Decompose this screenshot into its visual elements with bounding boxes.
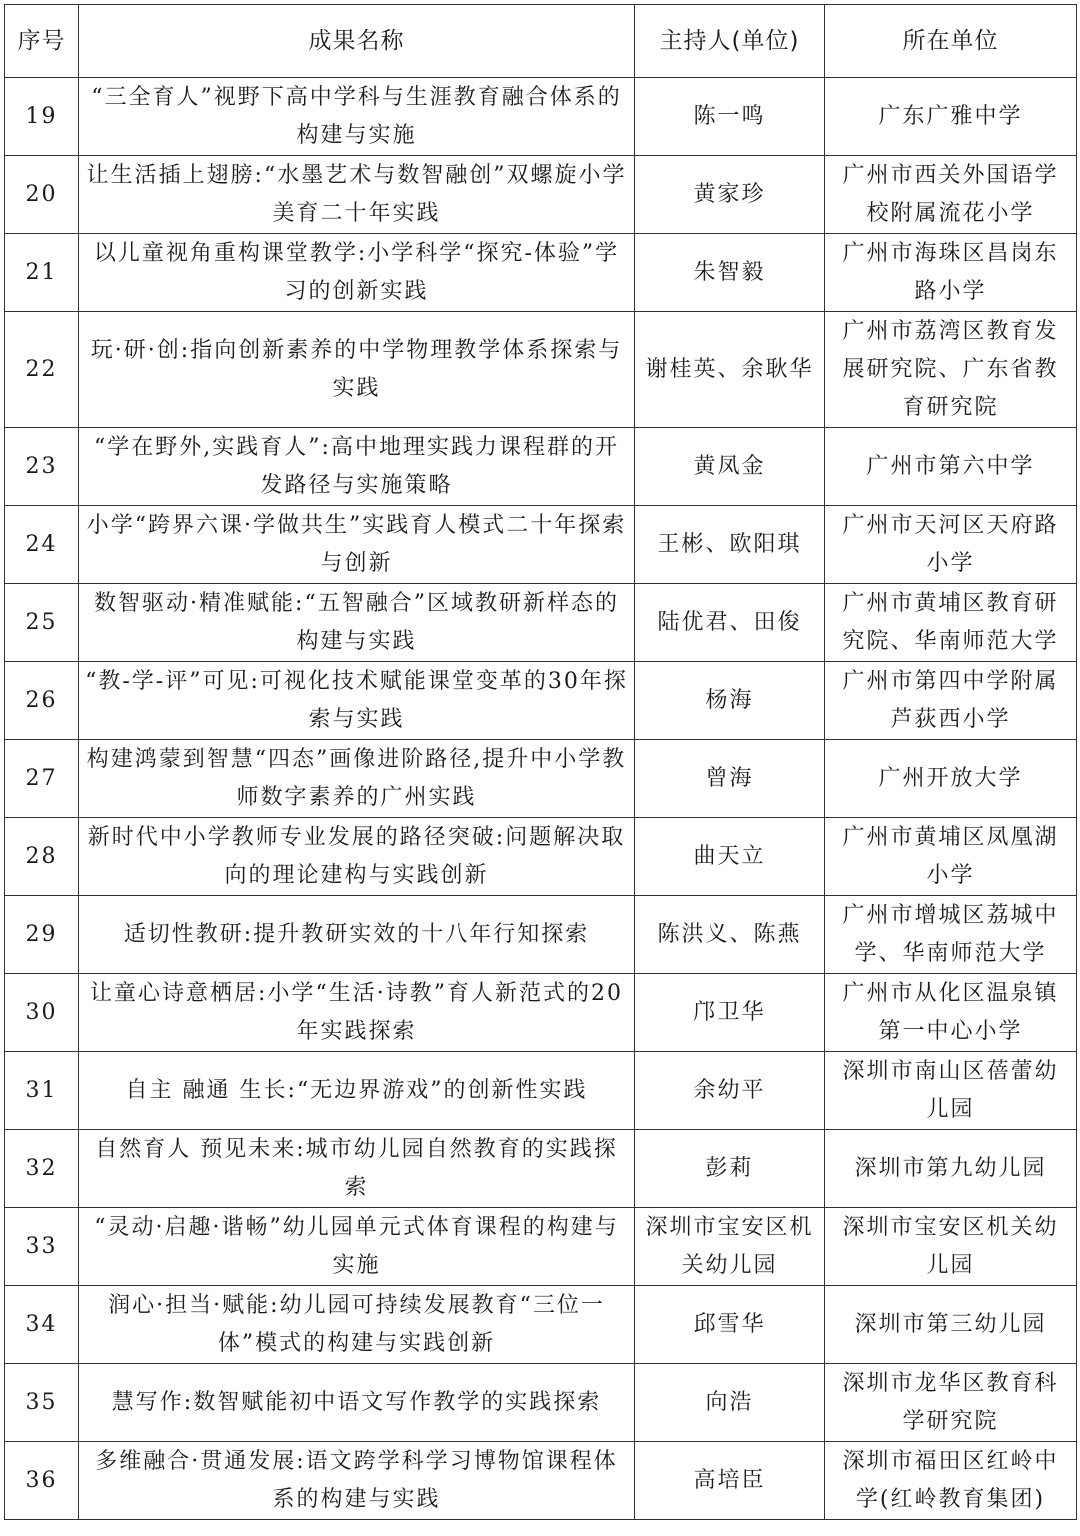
cell-no: 30: [5, 974, 79, 1052]
cell-title: 自然育人 预见未来:城市幼儿园自然教育的实践探索: [79, 1130, 635, 1208]
cell-unit: 深圳市龙华区教育科学研究院: [825, 1364, 1077, 1442]
cell-host: 邱雪华: [635, 1286, 825, 1364]
cell-unit: 广州市海珠区昌岗东路小学: [825, 234, 1077, 312]
table-row: [5, 584, 1077, 662]
cell-unit: 广州市西关外国语学校附属流花小学: [825, 156, 1077, 234]
cell-title: “灵动·启趣·谐畅”幼儿园单元式体育课程的构建与实施: [79, 1208, 635, 1286]
cell-unit: 深圳市南山区蓓蕾幼儿园: [825, 1052, 1077, 1130]
cell-host: 彭莉: [635, 1130, 825, 1208]
cell-title: 以儿童视角重构课堂教学:小学科学“探究-体验”学习的创新实践: [79, 234, 635, 312]
cell-unit: 广州市第六中学: [825, 428, 1077, 506]
cell-no: 31: [5, 1052, 79, 1130]
table-row: [5, 428, 1077, 506]
cell-no: 36: [5, 1442, 79, 1520]
cell-title: “三全育人”视野下高中学科与生涯教育融合体系的构建与实施: [79, 78, 635, 156]
cell-no: 35: [5, 1364, 79, 1442]
cell-host: 黄家珍: [635, 156, 825, 234]
cell-unit: 深圳市福田区红岭中学(红岭教育集团): [825, 1442, 1077, 1520]
cell-no: 27: [5, 740, 79, 818]
cell-unit: 深圳市第三幼儿园: [825, 1286, 1077, 1364]
cell-title: 构建鸿蒙到智慧“四态”画像进阶路径,提升中小学教师数字素养的广州实践: [79, 740, 635, 818]
cell-title: 自主 融通 生长:“无边界游戏”的创新性实践: [79, 1052, 635, 1130]
cell-unit: 广州开放大学: [825, 740, 1077, 818]
cell-no: 25: [5, 584, 79, 662]
cell-host: 杨海: [635, 662, 825, 740]
cell-host: 向浩: [635, 1364, 825, 1442]
header-title: 成果名称: [79, 5, 635, 78]
cell-host: 曲天立: [635, 818, 825, 896]
cell-no: 33: [5, 1208, 79, 1286]
cell-no: 34: [5, 1286, 79, 1364]
table-row: [5, 1130, 1077, 1208]
cell-title: 数智驱动·精准赋能:“五智融合”区域教研新样态的构建与实践: [79, 584, 635, 662]
cell-host: 余幼平: [635, 1052, 825, 1130]
cell-unit: 深圳市宝安区机关幼儿园: [825, 1208, 1077, 1286]
cell-title: 小学“跨界六课·学做共生”实践育人模式二十年探索与创新: [79, 506, 635, 584]
cell-host: 深圳市宝安区机关幼儿园: [635, 1208, 825, 1286]
cell-no: 22: [5, 312, 79, 428]
cell-title: 润心·担当·赋能:幼儿园可持续发展教育“三位一体”模式的构建与实践创新: [79, 1286, 635, 1364]
table-row: [5, 818, 1077, 896]
cell-no: 19: [5, 78, 79, 156]
cell-unit: 深圳市第九幼儿园: [825, 1130, 1077, 1208]
header-no: 序号: [5, 5, 79, 78]
results-table: [4, 4, 1077, 1520]
cell-host: 朱智毅: [635, 234, 825, 312]
cell-no: 24: [5, 506, 79, 584]
table-row: [5, 1286, 1077, 1364]
cell-unit: 广州市天河区天府路小学: [825, 506, 1077, 584]
cell-no: 21: [5, 234, 79, 312]
cell-host: 黄凤金: [635, 428, 825, 506]
cell-unit: 广州市荔湾区教育发展研究院、广东省教育研究院: [825, 312, 1077, 428]
cell-title: “教-学-评”可见:可视化技术赋能课堂变革的30年探索与实践: [79, 662, 635, 740]
cell-title: 让童心诗意栖居:小学“生活·诗教”育人新范式的20年实践探索: [79, 974, 635, 1052]
cell-no: 23: [5, 428, 79, 506]
header-unit: 所在单位: [825, 5, 1077, 78]
cell-host: 陆优君、田俊: [635, 584, 825, 662]
table-row: [5, 740, 1077, 818]
table-row: [5, 312, 1077, 428]
cell-host: 陈洪义、陈燕: [635, 896, 825, 974]
cell-host: 曾海: [635, 740, 825, 818]
cell-title: 让生活插上翅膀:“水墨艺术与数智融创”双螺旋小学美育二十年实践: [79, 156, 635, 234]
cell-no: 29: [5, 896, 79, 974]
table-row: [5, 974, 1077, 1052]
header-row: [5, 5, 1077, 78]
cell-host: 陈一鸣: [635, 78, 825, 156]
table-row: [5, 1052, 1077, 1130]
cell-unit: 广州市黄埔区凤凰湖小学: [825, 818, 1077, 896]
cell-host: 高培臣: [635, 1442, 825, 1520]
cell-unit: 广州市第四中学附属芦荻西小学: [825, 662, 1077, 740]
cell-title: 新时代中小学教师专业发展的路径突破:问题解决取向的理论建构与实践创新: [79, 818, 635, 896]
cell-host: 王彬、欧阳琪: [635, 506, 825, 584]
table-row: [5, 506, 1077, 584]
cell-title: “学在野外,实践育人”:高中地理实践力课程群的开发路径与实施策略: [79, 428, 635, 506]
cell-unit: 广州市增城区荔城中学、华南师范大学: [825, 896, 1077, 974]
cell-unit: 广东广雅中学: [825, 78, 1077, 156]
table-row: [5, 1364, 1077, 1442]
cell-no: 28: [5, 818, 79, 896]
cell-host: 谢桂英、余耿华: [635, 312, 825, 428]
cell-unit: 广州市黄埔区教育研究院、华南师范大学: [825, 584, 1077, 662]
table-row: [5, 156, 1077, 234]
table-row: [5, 234, 1077, 312]
cell-title: 慧写作:数智赋能初中语文写作教学的实践探索: [79, 1364, 635, 1442]
cell-no: 26: [5, 662, 79, 740]
cell-title: 玩·研·创:指向创新素养的中学物理教学体系探索与实践: [79, 312, 635, 428]
cell-no: 32: [5, 1130, 79, 1208]
cell-unit: 广州市从化区温泉镇第一中心小学: [825, 974, 1077, 1052]
table-row: [5, 1208, 1077, 1286]
cell-host: 邝卫华: [635, 974, 825, 1052]
cell-title: 适切性教研:提升教研实效的十八年行知探索: [79, 896, 635, 974]
table-row: [5, 1442, 1077, 1520]
header-host: 主持人(单位): [635, 5, 825, 78]
table-row: [5, 896, 1077, 974]
cell-title: 多维融合·贯通发展:语文跨学科学习博物馆课程体系的构建与实践: [79, 1442, 635, 1520]
cell-no: 20: [5, 156, 79, 234]
table-row: [5, 662, 1077, 740]
table-row: [5, 78, 1077, 156]
